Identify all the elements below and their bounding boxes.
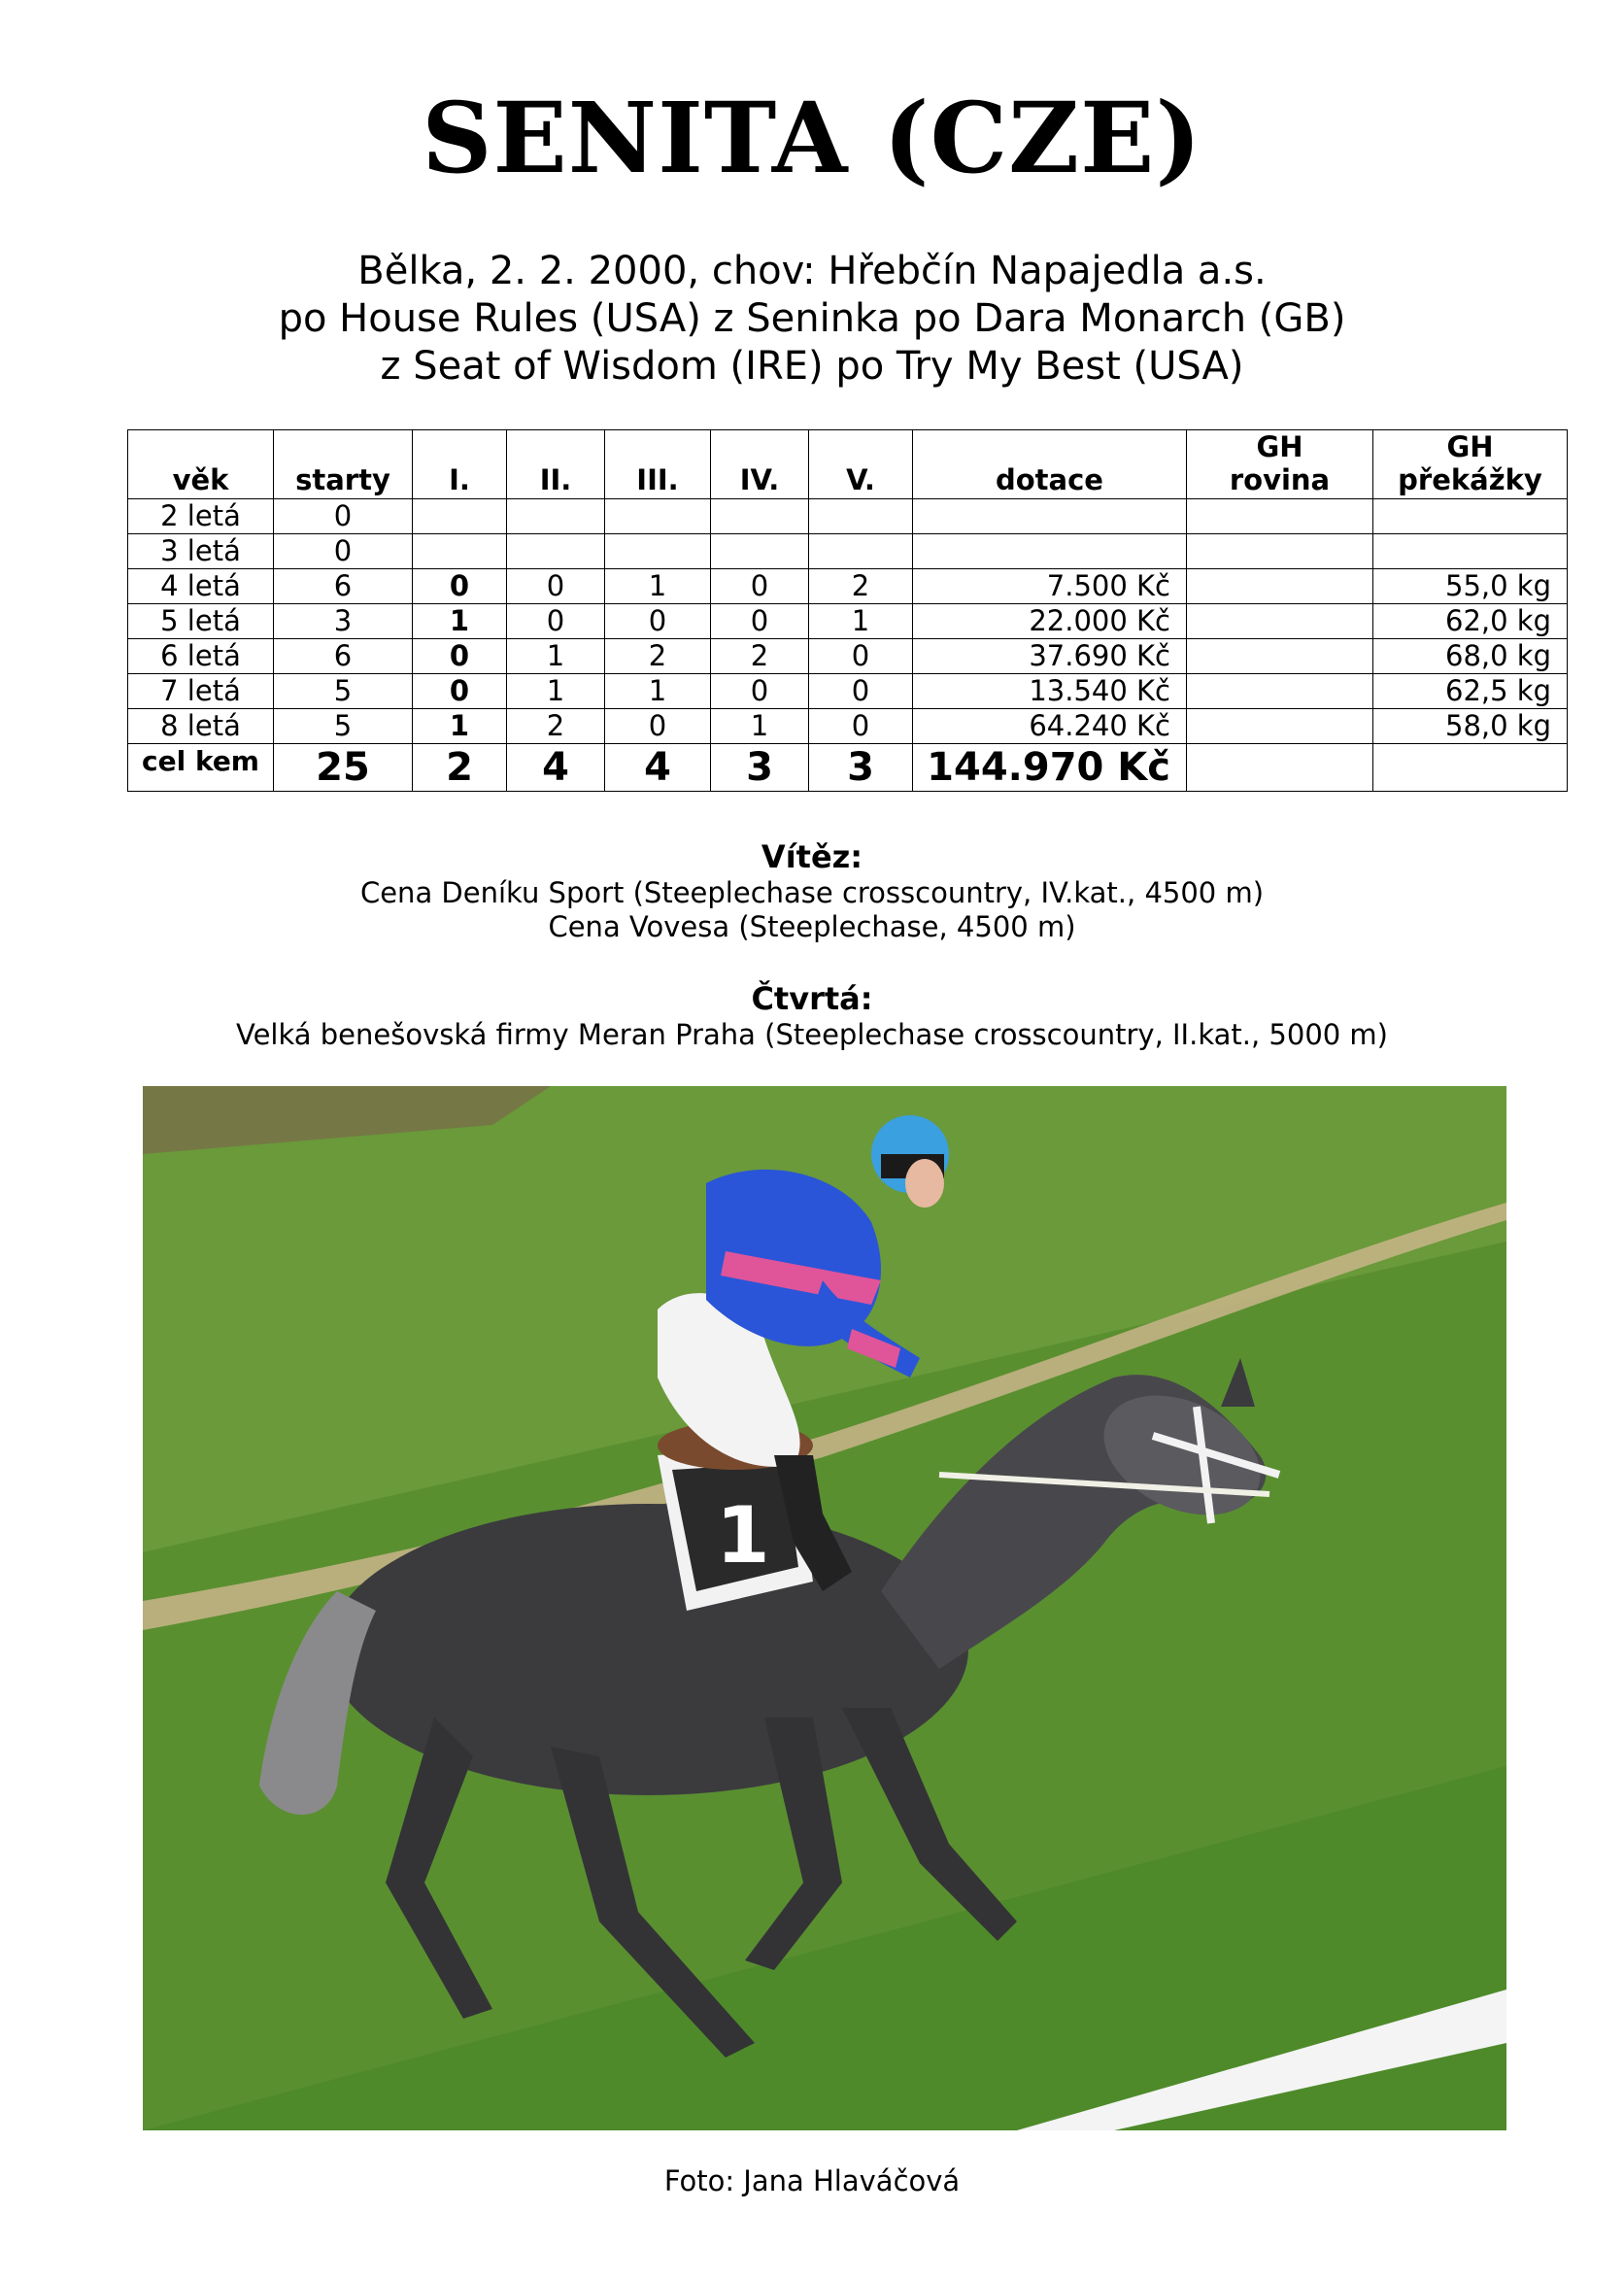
horse-and-jockey-illustration	[143, 1086, 1506, 2130]
table-cell-gh-flat	[1187, 534, 1373, 569]
page-title: SENITA (CZE)	[422, 81, 1202, 195]
table-cell-gh-jump: 58,0 kg	[1373, 709, 1568, 744]
total-fifth: 3	[809, 744, 913, 792]
table-cell-p5	[809, 499, 913, 534]
table-cell-p2	[507, 534, 605, 569]
table-cell-p2: 1	[507, 639, 605, 674]
table-cell-starts: 6	[274, 639, 413, 674]
table-cell-age: 8 letá	[128, 709, 274, 744]
table-cell-gh-flat	[1187, 674, 1373, 709]
table-cell-starts: 3	[274, 604, 413, 639]
table-cell-p4: 0	[711, 604, 809, 639]
col-header-third: III.	[605, 430, 711, 499]
table-row	[128, 709, 1568, 744]
table-cell-prize	[913, 499, 1187, 534]
col-header-gh-jump	[1373, 430, 1568, 499]
table-cell-prize: 13.540 Kč	[913, 674, 1187, 709]
fourth-section	[0, 979, 1624, 1052]
table-cell-age: 6 letá	[128, 639, 274, 674]
table-cell-p2: 2	[507, 709, 605, 744]
fourth-race-1: Velká benešovská firmy Meran Praha (Steeplechase crosscountry, II.kat., 5000 m)	[236, 1018, 1388, 1051]
total-gh-jump	[1373, 744, 1568, 792]
col-header-second: II.	[507, 430, 605, 499]
table-cell-gh-jump: 62,0 kg	[1373, 604, 1568, 639]
col-header-fifth: V.	[809, 430, 913, 499]
table-cell-p5: 0	[809, 674, 913, 709]
table-cell-age: 4 letá	[128, 569, 274, 604]
pedigree-line-granddam: z Seat of Wisdom (IRE) po Try My Best (USA)	[380, 344, 1244, 389]
table-cell-starts: 6	[274, 569, 413, 604]
winner-race-2: Cena Vovesa (Steeplechase, 4500 m)	[548, 910, 1076, 943]
table-cell-prize	[913, 534, 1187, 569]
photo-caption: Foto: Jana Hlaváčová	[663, 2164, 961, 2197]
table-cell-age: 2 letá	[128, 499, 274, 534]
table-row	[128, 639, 1568, 674]
winner-race-1: Cena Deníku Sport (Steeplechase crosscountry, IV.kat., 4500 m)	[359, 876, 1265, 909]
col-header-gh-jump-line2: překážky	[1398, 463, 1542, 496]
table-cell-gh-flat	[1187, 499, 1373, 534]
table-cell-starts: 0	[274, 534, 413, 569]
table-cell-p5: 0	[809, 639, 913, 674]
table-row	[128, 674, 1568, 709]
table-cell-p3	[605, 499, 711, 534]
total-gh-flat	[1187, 744, 1373, 792]
table-cell-gh-flat	[1187, 569, 1373, 604]
table-cell-gh-flat	[1187, 604, 1373, 639]
fourth-heading: Čtvrtá:	[751, 980, 873, 1017]
col-header-age: věk	[128, 430, 274, 499]
table-cell-p3: 0	[605, 709, 711, 744]
table-cell-prize: 37.690 Kč	[913, 639, 1187, 674]
pedigree-line-birth: Bělka, 2. 2. 2000, chov: Hřebčín Napajedla a.s.	[357, 249, 1267, 293]
col-header-first: I.	[413, 430, 507, 499]
race-record-table	[127, 429, 1568, 792]
col-header-gh-jump-line1: GH	[1446, 430, 1494, 463]
table-cell-gh-jump: 68,0 kg	[1373, 639, 1568, 674]
table-cell-p5: 0	[809, 709, 913, 744]
table-cell-p2: 0	[507, 569, 605, 604]
saddle-cloth-number: 1	[716, 1490, 770, 1581]
table-cell-p2: 1	[507, 674, 605, 709]
table-body	[128, 499, 1568, 744]
table-cell-p1: 1	[413, 709, 507, 744]
table-row	[128, 569, 1568, 604]
table-cell-p4: 0	[711, 569, 809, 604]
total-first: 2	[413, 744, 507, 792]
table-cell-prize: 22.000 Kč	[913, 604, 1187, 639]
table-cell-p1: 0	[413, 569, 507, 604]
table-cell-p2: 0	[507, 604, 605, 639]
table-cell-p5: 1	[809, 604, 913, 639]
col-header-starts: starty	[274, 430, 413, 499]
table-cell-p3: 1	[605, 569, 711, 604]
total-prize: 144.970 Kč	[913, 744, 1187, 792]
table-cell-p1	[413, 534, 507, 569]
table-cell-p4	[711, 534, 809, 569]
table-cell-prize: 64.240 Kč	[913, 709, 1187, 744]
table-cell-gh-flat	[1187, 639, 1373, 674]
total-fourth: 3	[711, 744, 809, 792]
table-cell-p4: 1	[711, 709, 809, 744]
table-header-row	[128, 430, 1568, 499]
total-starts: 25	[274, 744, 413, 792]
table-cell-gh-jump	[1373, 499, 1568, 534]
table-cell-p3: 1	[605, 674, 711, 709]
table-cell-p1: 1	[413, 604, 507, 639]
table-cell-p1	[413, 499, 507, 534]
table-cell-p3: 0	[605, 604, 711, 639]
total-third: 4	[605, 744, 711, 792]
table-row	[128, 534, 1568, 569]
race-photo	[143, 1086, 1506, 2130]
table-total-row	[128, 744, 1568, 792]
table-cell-p3	[605, 534, 711, 569]
table-cell-age: 7 letá	[128, 674, 274, 709]
table-cell-gh-jump: 55,0 kg	[1373, 569, 1568, 604]
table-cell-prize: 7.500 Kč	[913, 569, 1187, 604]
table-cell-gh-jump	[1373, 534, 1568, 569]
table-cell-p5	[809, 534, 913, 569]
table-cell-p4: 2	[711, 639, 809, 674]
col-header-gh-flat	[1187, 430, 1373, 499]
col-header-prize: dotace	[913, 430, 1187, 499]
table-cell-starts: 5	[274, 709, 413, 744]
table-cell-p4: 0	[711, 674, 809, 709]
table-cell-gh-jump: 62,5 kg	[1373, 674, 1568, 709]
table-cell-p5: 2	[809, 569, 913, 604]
table-cell-p3: 2	[605, 639, 711, 674]
winner-heading: Vítěz:	[761, 838, 863, 875]
col-header-gh-flat-line1: GH	[1256, 430, 1303, 463]
pedigree-block	[0, 248, 1624, 391]
winner-section	[0, 837, 1624, 944]
total-label: cel kem	[128, 744, 274, 792]
table-cell-p4	[711, 499, 809, 534]
pedigree-line-sire-dam: po House Rules (USA) z Seninka po Dara Monarch (GB)	[278, 296, 1346, 341]
table-cell-p1: 0	[413, 639, 507, 674]
table-cell-age: 5 letá	[128, 604, 274, 639]
col-header-fourth: IV.	[711, 430, 809, 499]
table-cell-p2	[507, 499, 605, 534]
col-header-gh-flat-line2: rovina	[1229, 463, 1331, 496]
table-row	[128, 499, 1568, 534]
table-cell-starts: 0	[274, 499, 413, 534]
table-cell-starts: 5	[274, 674, 413, 709]
total-second: 4	[507, 744, 605, 792]
table-cell-p1: 0	[413, 674, 507, 709]
table-row	[128, 604, 1568, 639]
table-cell-age: 3 letá	[128, 534, 274, 569]
table-cell-gh-flat	[1187, 709, 1373, 744]
